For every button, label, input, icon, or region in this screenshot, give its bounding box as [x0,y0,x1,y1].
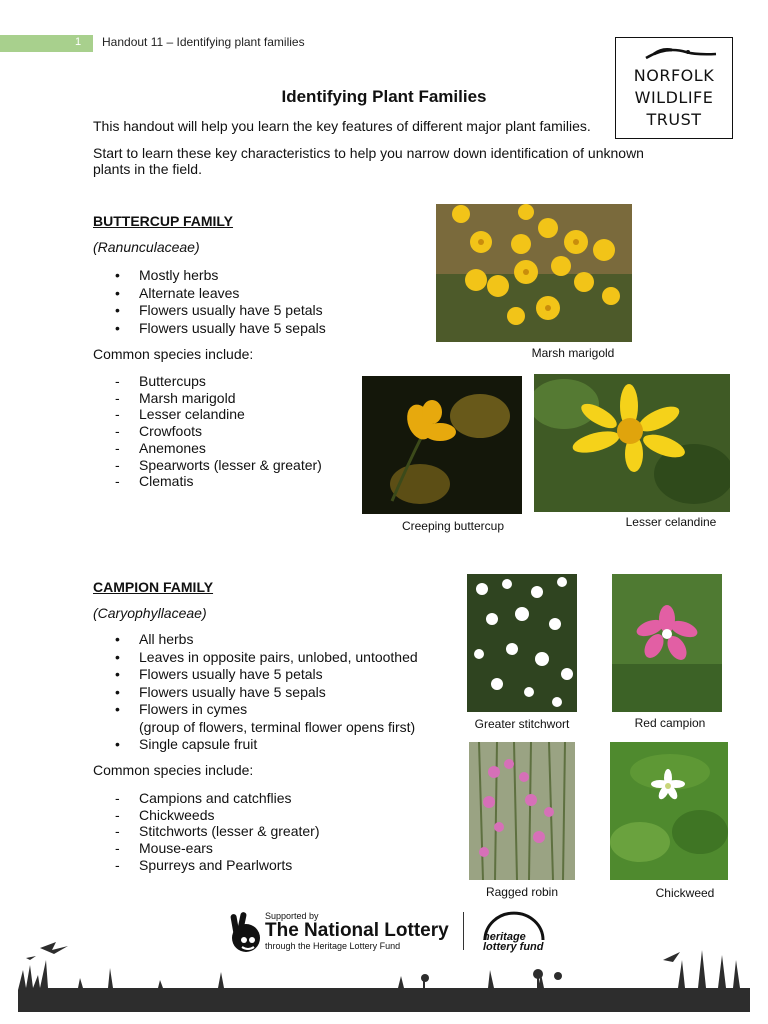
list-item: - Buttercups [93,373,363,390]
logo-line-2: WILDLIFE [634,88,714,107]
greater-stitchwort-photo [467,574,577,712]
campion-species-list [93,790,363,874]
grass-silhouette-icon [18,942,750,1012]
page-number: 1 [75,36,82,48]
chickweed-photo [610,742,728,880]
list-item: • Flowers usually have 5 sepals [93,320,393,338]
list-item: - Lesser celandine [93,406,363,423]
creeping-buttercup-photo [362,376,522,514]
list-item: • Flowers usually have 5 sepals [93,684,453,702]
list-item: - Crowfoots [93,423,363,440]
list-item: • Flowers usually have 5 petals [93,302,393,320]
caption-ragged-robin: Ragged robin [485,885,559,899]
wildlife-silhouette-footer [18,930,750,1012]
caption-creeping-buttercup: Creeping buttercup [401,519,505,533]
caption-red-campion: Red campion [634,716,706,730]
intro-paragraph-2: Start to learn these key characteristics to help you narrow down identification of unknown plants in the field. [93,145,644,177]
campion-latin-name: (Caryophyllaceae) [93,605,207,621]
list-item-continuation: (group of flowers, terminal flower opens first) [139,718,416,735]
buttercup-family-heading: BUTTERCUP FAMILY [93,213,234,229]
logo-line-1: NORFOLK [633,66,715,85]
logo-line-3: TRUST [646,110,702,129]
buttercup-latin-name: (Ranunculaceae) [93,239,200,255]
campion-family-heading: CAMPION FAMILY [93,579,214,595]
caption-chickweed: Chickweed [655,886,715,900]
lottery-subtitle: through the Heritage Lottery Fund [265,941,401,951]
buttercup-species-list [93,373,363,490]
list-item: • Flowers in cymes [93,701,453,719]
handout-header-title: Handout 11 – Identifying plant families [102,35,305,49]
list-item: • Alternate leaves [93,285,393,303]
list-item: - Spurreys and Pearlworts [93,857,363,874]
ragged-robin-photo [469,742,575,880]
list-item: • All herbs [93,631,453,649]
list-item: - Marsh marigold [93,390,363,407]
hlf-line-1: heritage [483,931,526,943]
list-item: • Mostly herbs [93,267,393,285]
list-item: - Stitchworts (lesser & greater) [93,823,363,840]
national-lottery-name: The National Lottery [265,920,449,941]
caption-lesser-celandine: Lesser celandine [625,515,717,529]
intro-paragraph-1: This handout will help you learn the key features of different major plant families. [93,118,591,134]
document-title: Identifying Plant Families [281,87,487,106]
list-item: - Chickweeds [93,807,363,824]
list-item: - Mouse-ears [93,840,363,857]
list-item: - Spearworts (lesser & greater) [93,457,363,474]
hlf-line-2: lottery fund [483,941,544,953]
list-item: • Single capsule fruit [93,736,453,754]
campion-common-label: Common species include: [93,762,254,778]
buttercup-features-list [93,267,393,337]
list-item: - Anemones [93,440,363,457]
caption-marsh-marigold: Marsh marigold [531,346,615,360]
supported-by-text: Supported by [265,911,319,921]
list-item: • Flowers usually have 5 petals [93,666,453,684]
lesser-celandine-photo [534,374,730,512]
list-item: - Clematis [93,473,363,490]
list-item: - Campions and catchflies [93,790,363,807]
caption-greater-stitchwort: Greater stitchwort [474,717,570,731]
marsh-marigold-photo [436,204,632,342]
list-item: • Leaves in opposite pairs, unlobed, untoothed [93,649,453,667]
campion-features-list [93,631,453,754]
red-campion-photo [612,574,722,712]
buttercup-common-label: Common species include: [93,346,254,362]
